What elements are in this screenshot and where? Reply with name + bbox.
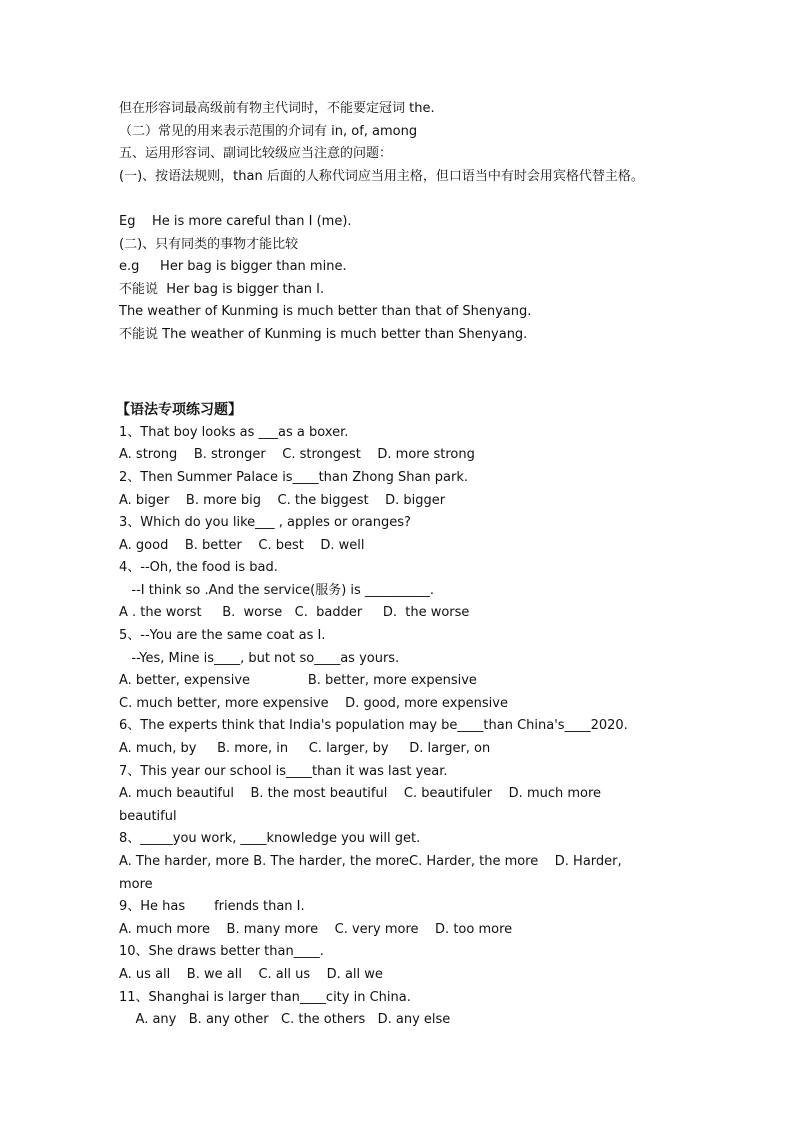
question-line: 2、Then Summer Palace is____than Zhong Shan park. xyxy=(119,469,469,485)
options-line: A. biger B. more big C. the biggest D. bigger xyxy=(119,492,446,508)
text-line: (一)、按语法规则，than 后面的人称代词应当用主格，但口语当中有时会用宾格代替主格。 xyxy=(119,168,644,184)
examples-section xyxy=(119,211,719,347)
options-line: A. much, by B. more, in C. larger, by D. larger, on xyxy=(119,741,491,757)
question-line: 3、Which do you like___ , apples or oranges? xyxy=(119,515,411,531)
intro-section xyxy=(119,98,719,188)
question-line: 8、_____you work, ____knowledge you will get. xyxy=(119,831,421,847)
exercise-list xyxy=(119,422,719,1032)
options-line: more xyxy=(119,876,153,892)
options-line: A. strong B. stronger C. strongest D. more strong xyxy=(119,447,475,463)
text-line: (二)、只有同类的事物才能比较 xyxy=(119,236,299,252)
question-line: --Yes, Mine is____, but not so____as yours. xyxy=(119,650,400,666)
question-line: --I think so .And the service(服务) is __________. xyxy=(119,582,435,598)
text-line: 不能说 Her bag is bigger than I. xyxy=(119,281,325,297)
question-line: 5、--You are the same coat as I. xyxy=(119,628,326,644)
options-line: A . the worst B. worse C. badder D. the worse xyxy=(119,605,470,621)
options-line: A. any B. any other C. the others D. any else xyxy=(119,1012,451,1028)
options-line: C. much better, more expensive D. good, more expensive xyxy=(119,695,508,711)
question-line: 7、This year our school is____than it was last year. xyxy=(119,763,448,779)
options-line: beautiful xyxy=(119,808,177,824)
text-line: Eg He is more careful than I (me). xyxy=(119,213,352,229)
text-line: 但在形容词最高级前有物主代词时，不能要定冠词 the. xyxy=(119,101,435,116)
question-line: 1、That boy looks as ___as a boxer. xyxy=(119,424,349,440)
question-line: 9、He has friends than I. xyxy=(119,899,305,915)
document-page xyxy=(116,98,719,1032)
text-line: The weather of Kunming is much better than that of Shenyang. xyxy=(119,304,532,320)
question-line: 4、--Oh, the food is bad. xyxy=(119,560,278,576)
options-line: A. much beautiful B. the most beautiful C. beautifuler D. much more xyxy=(119,786,602,802)
options-line: A. us all B. we all C. all us D. all we xyxy=(119,966,383,982)
text-line: 不能说 The weather of Kunming is much better than Shenyang. xyxy=(119,326,528,342)
text-line: e.g Her bag is bigger than mine. xyxy=(119,259,347,275)
question-line: 10、She draws better than____. xyxy=(119,944,324,960)
spacer xyxy=(119,188,719,211)
text-line: 五、运用形容词、副词比较级应当注意的问题： xyxy=(119,146,393,162)
options-line: A. good B. better C. best D. well xyxy=(119,537,365,553)
spacer xyxy=(119,347,719,370)
spacer xyxy=(119,369,719,399)
options-line: A. much more B. many more C. very more D. too more xyxy=(119,921,513,937)
section-title: 【语法专项练习题】 xyxy=(116,402,242,419)
options-line: A. The harder, more B. The harder, the moreC. Harder, the more D. Harder, xyxy=(119,854,622,869)
options-line: A. better, expensive B. better, more expensive xyxy=(119,673,477,689)
question-line: 11、Shanghai is larger than____city in China. xyxy=(119,989,411,1005)
text-line: （二）常见的用来表示范围的介词有 in, of, among xyxy=(119,123,418,139)
question-line: 6、The experts think that India's population may be____than China's____2020. xyxy=(119,718,628,734)
